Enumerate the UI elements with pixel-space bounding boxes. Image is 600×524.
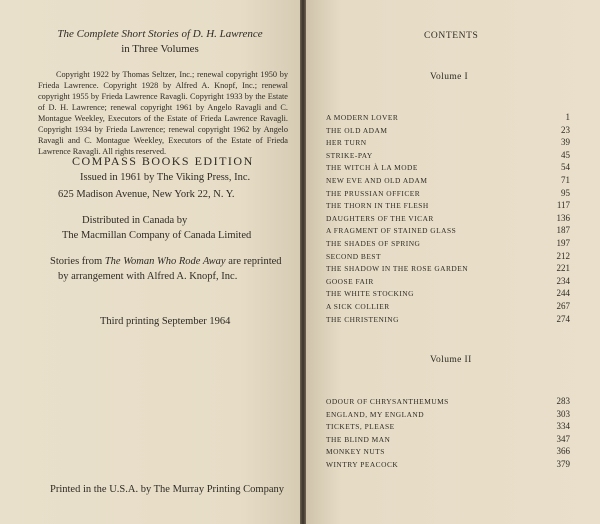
toc-entry-title: THE CHRISTENING: [326, 314, 399, 324]
distribution-line: Distributed in Canada by: [82, 215, 188, 226]
toc-entry-title: THE BLIND MAN: [326, 434, 391, 444]
toc-entry-title: THE THORN IN THE FLESH: [326, 201, 429, 211]
toc-entry-title: MONKEY NUTS: [326, 447, 385, 457]
toc-entry-page: 212: [556, 250, 570, 261]
toc-entry-page: 379: [556, 458, 570, 469]
toc-entry: [326, 125, 570, 138]
toc-entry-page: 221: [556, 263, 570, 274]
toc-entry: [326, 225, 570, 238]
toc-entry-page: 117: [556, 200, 570, 211]
toc-entry: [326, 263, 570, 276]
toc-entry-title: A MODERN LOVER: [326, 113, 399, 122]
arrangement-line: by arrangement with Alfred A. Knopf, Inc.: [58, 271, 238, 282]
reprint-prefix: Stories from: [50, 256, 105, 267]
toc-entry: [326, 459, 570, 472]
contents-title: CONTENTS: [424, 31, 479, 41]
toc-entry-page: 95: [561, 187, 570, 198]
toc-entry-title: WINTRY PEACOCK: [326, 459, 399, 469]
toc-entry-title: THE SHADOW IN THE ROSE GARDEN: [326, 264, 469, 274]
toc-entry-title: THE OLD ADAM: [326, 125, 388, 135]
toc-entry: [326, 434, 570, 447]
toc-entry-page: 267: [556, 300, 570, 311]
volume2-heading: Volume II: [430, 355, 472, 365]
toc-entry: [326, 238, 570, 251]
toc-entry-page: 366: [556, 446, 570, 457]
toc-entry-page: 39: [561, 137, 570, 148]
toc-entry-title: ENGLAND, MY ENGLAND: [326, 409, 425, 419]
toc-entry: [326, 301, 570, 314]
volume1-toc: [326, 112, 570, 326]
toc-entry: [326, 137, 570, 150]
toc-entry: [326, 314, 570, 327]
publisher-address: 625 Madison Avenue, New York 22, N. Y.: [58, 189, 235, 200]
toc-entry-page: 234: [556, 275, 570, 286]
toc-entry-title: NEW EVE AND OLD ADAM: [326, 175, 428, 185]
toc-entry: [326, 213, 570, 226]
toc-entry-page: 274: [556, 313, 570, 324]
toc-entry-page: 136: [556, 212, 570, 223]
book-title: The Complete Short Stories of D. H. Lawrence: [57, 28, 263, 40]
reprint-suffix: are reprinted: [225, 256, 282, 267]
toc-entry: [326, 421, 570, 434]
toc-entry-title: SECOND BEST: [326, 251, 381, 261]
printer-line: Printed in the U.S.A. by The Murray Printing Company: [50, 484, 284, 495]
toc-entry-page: 1: [565, 112, 570, 122]
toc-entry: [326, 276, 570, 289]
toc-entry-title: THE WITCH À LA MODE: [326, 163, 418, 173]
toc-entry-page: 303: [556, 408, 570, 419]
toc-entry: [326, 150, 570, 163]
toc-entry: [326, 446, 570, 459]
toc-entry: [326, 112, 570, 125]
toc-entry-page: 45: [561, 149, 570, 160]
edition-heading: COMPASS BOOKS EDITION: [72, 154, 254, 168]
toc-entry: [326, 175, 570, 188]
toc-entry: [326, 200, 570, 213]
toc-entry-page: 334: [556, 421, 570, 432]
toc-entry-page: 347: [556, 433, 570, 444]
toc-entry-page: 54: [561, 162, 570, 173]
toc-entry-page: 283: [556, 396, 570, 406]
reprint-source-title: The Woman Who Rode Away: [104, 256, 226, 267]
issued-line: Issued in 1961 by The Viking Press, Inc.: [80, 172, 251, 183]
distributor-name: The Macmillan Company of Canada Limited: [62, 230, 252, 241]
volume1-heading: Volume I: [430, 72, 469, 82]
toc-entry-page: 23: [561, 124, 570, 135]
toc-entry-page: 197: [556, 237, 570, 248]
toc-entry-title: A FRAGMENT OF STAINED GLASS: [326, 226, 457, 236]
toc-entry: [326, 251, 570, 264]
volume2-toc: [326, 396, 570, 472]
toc-entry-page: 187: [556, 225, 570, 236]
toc-entry-title: TICKETS, PLEASE: [326, 422, 395, 432]
toc-entry: [326, 162, 570, 175]
toc-entry: [326, 188, 570, 201]
printing-line: Third printing September 1964: [100, 316, 231, 327]
toc-entry-title: THE PRUSSIAN OFFICER: [326, 188, 421, 198]
toc-entry: [326, 288, 570, 301]
toc-entry-title: THE WHITE STOCKING: [326, 289, 414, 299]
volumes-line: in Three Volumes: [121, 43, 199, 55]
toc-entry-title: DAUGHTERS OF THE VICAR: [326, 213, 434, 223]
toc-entry-title: ODOUR OF CHRYSANTHEMUMS: [326, 397, 449, 406]
toc-entry-page: 244: [556, 288, 570, 299]
toc-entry: [326, 396, 570, 409]
toc-entry-title: HER TURN: [326, 138, 367, 148]
contents-page: [306, 0, 600, 524]
copyright-notice: Copyright 1922 by Thomas Seltzer, Inc.; renewal copyright 1950 by Frieda Lawrence. Copyright 1928 by Alfred A. Knopf, Inc.; renewal copyright 1955 by Frieda Lawrence Ravagli. Copyright 1933 by the Estate of D. H. Lawrence; renewal copyright 1961 by Angelo Ravagli and C. Montague Weekley, Executors of the Estate of Frieda Lawrence Ravagli. Copyright 1934 by Frieda Lawrence; renewal copyright 1962 by Angelo Ravagli and C. Montague Weekley, Executors of the Estate of Frieda Lawrence Ravagli. All rights reserved.: [38, 70, 288, 156]
toc-entry-title: STRIKE-PAY: [326, 150, 373, 160]
toc-entry: [326, 409, 570, 422]
toc-entry-title: THE SHADES OF SPRING: [326, 238, 421, 248]
toc-entry-page: 71: [561, 174, 570, 185]
toc-entry-title: GOOSE FAIR: [326, 276, 374, 286]
toc-entry-title: A SICK COLLIER: [326, 301, 390, 311]
reprint-notice: [50, 256, 300, 267]
